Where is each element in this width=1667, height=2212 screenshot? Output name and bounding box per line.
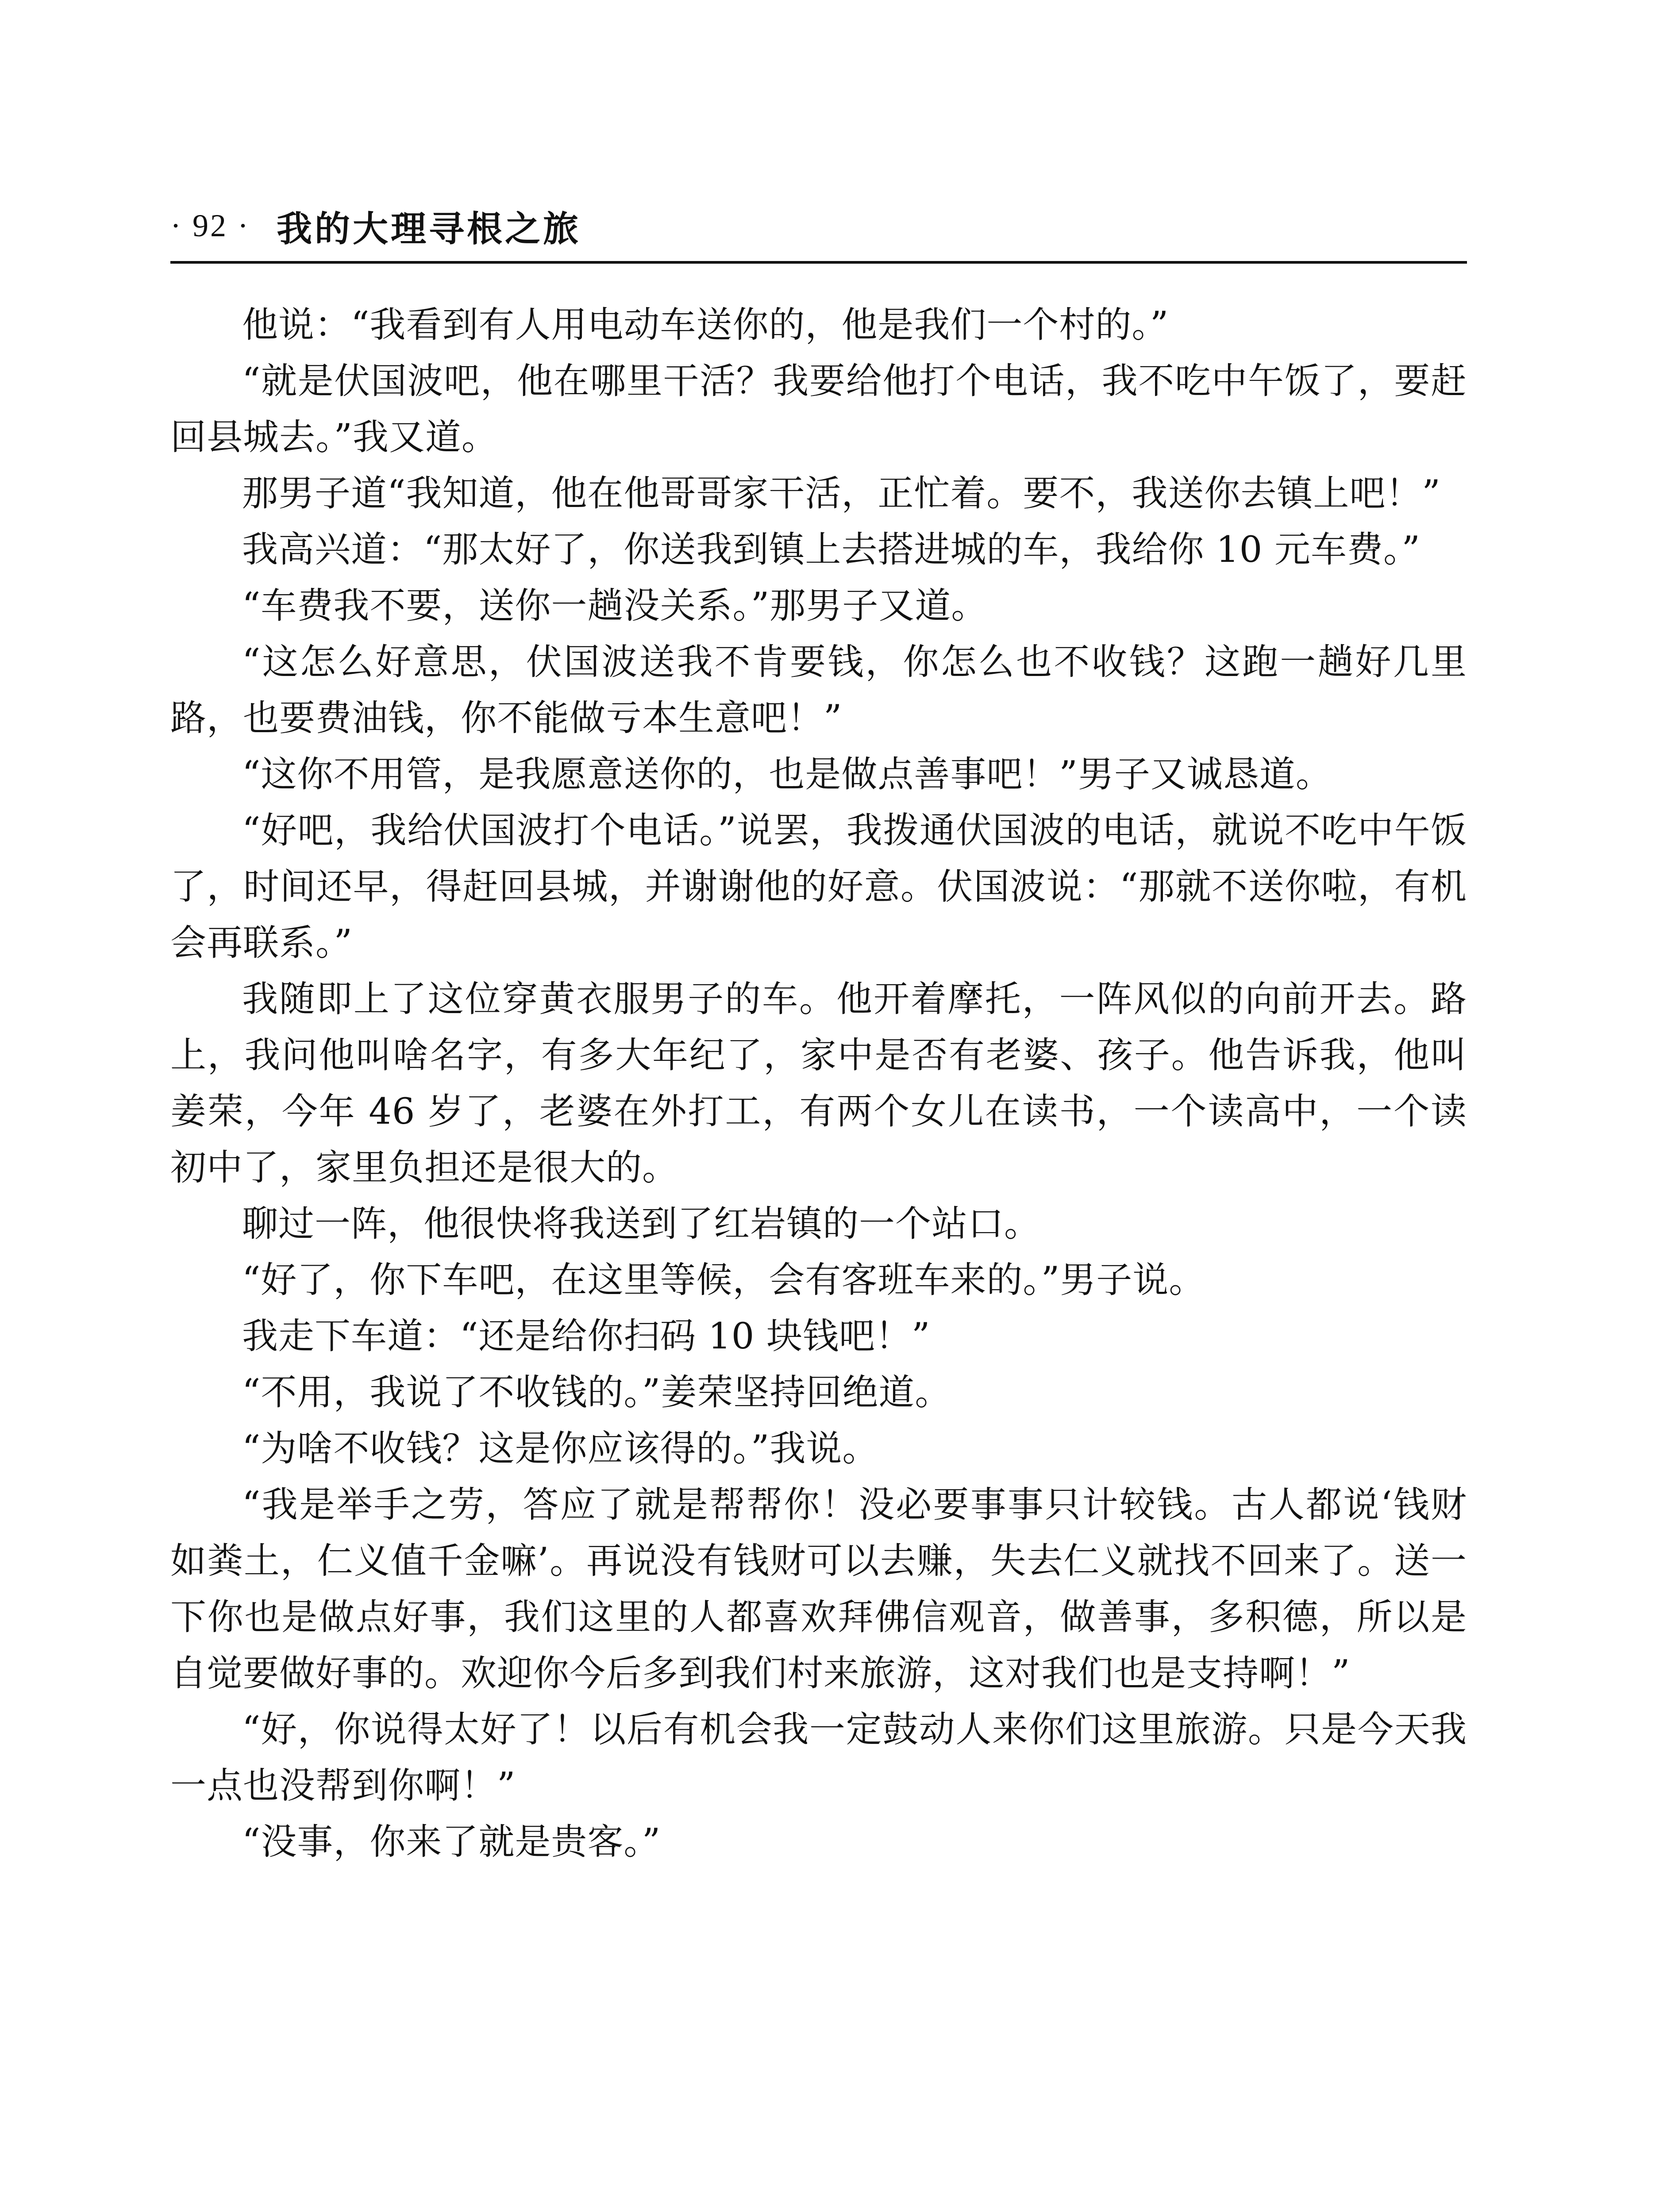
paragraph: “好吧，我给伏国波打个电话。”说罢，我拨通伏国波的电话，就说不吃中午饭了，时间还早，得赶回县城，并谢谢他的好意。伏国波说：“那就不送你啦，有机会再联系。” xyxy=(170,810,1467,964)
header-rule xyxy=(170,261,1467,264)
paragraph: “不用，我说了不收钱的。”姜荣坚持回绝道。 xyxy=(242,1372,951,1413)
paragraph: “就是伏国波吧，他在哪里干活？我要给他打个电话，我不吃中午饭了，要赶回县城去。”我又道。 xyxy=(170,361,1467,458)
paragraph: 聊过一阵，他很快将我送到了红岩镇的一个站口。 xyxy=(242,1203,1041,1245)
paragraph: “没事，你来了就是贵客。” xyxy=(242,1821,661,1863)
paragraph: 他说：“我看到有人用电动车送你的，他是我们一个村的。” xyxy=(242,304,1169,346)
paragraph: “这怎么好意思，伏国波送我不肯要钱，你怎么也不收钱？这跑一趟好几里路，也要费油钱，你不能做亏本生意吧！” xyxy=(170,641,1467,739)
paragraph: 我随即上了这位穿黄衣服男子的车。他开着摩托，一阵风似的向前开去。路上，我问他叫啥名字，有多大年纪了，家中是否有老婆、孩子。他告诉我，他叫姜荣，今年 46 岁了，老婆在外打工，有两个女儿在读书，一个读高中，一个读初中了，家里负担还是很大的。 xyxy=(170,979,1467,1189)
paragraph: “我是举手之劳，答应了就是帮帮你！没必要事事只计较钱。古人都说‘钱财如粪土，仁义值千金嘛’。再说没有钱财可以去赚，失去仁义就找不回来了。送一下你也是做点好事，我们这里的人都喜欢拜佛信观音，做善事，多积德，所以是自觉要做好事的。欢迎你今后多到我们村来旅游，这对我们也是支持啊！” xyxy=(170,1484,1467,1694)
body-text xyxy=(170,297,1467,1870)
book-title: 我的大理寻根之旅 xyxy=(276,208,581,250)
running-header xyxy=(170,201,1467,250)
paragraph: “好，你说得太好了！以后有机会我一定鼓动人来你们这里旅游。只是今天我一点也没帮到你啊！” xyxy=(170,1709,1467,1807)
paragraph: 我高兴道：“那太好了，你送我到镇上去搭进城的车，我给你 10 元车费。” xyxy=(242,529,1421,571)
page-number: · 92 · xyxy=(170,207,250,243)
paragraph: “为啥不收钱？这是你应该得的。”我说。 xyxy=(242,1428,879,1470)
paragraph: 那男子道“我知道，他在他哥哥家干活，正忙着。要不，我送你去镇上吧！” xyxy=(242,473,1441,515)
paragraph: “好了，你下车吧，在这里等候，会有客班车来的。”男子说。 xyxy=(242,1260,1205,1301)
paragraph: “车费我不要，送你一趟没关系。”那男子又道。 xyxy=(242,585,988,627)
paragraph: “这你不用管，是我愿意送你的，也是做点善事吧！”男子又诚恳道。 xyxy=(242,754,1332,795)
paragraph: 我走下车道：“还是给你扫码 10 块钱吧！” xyxy=(242,1316,931,1357)
